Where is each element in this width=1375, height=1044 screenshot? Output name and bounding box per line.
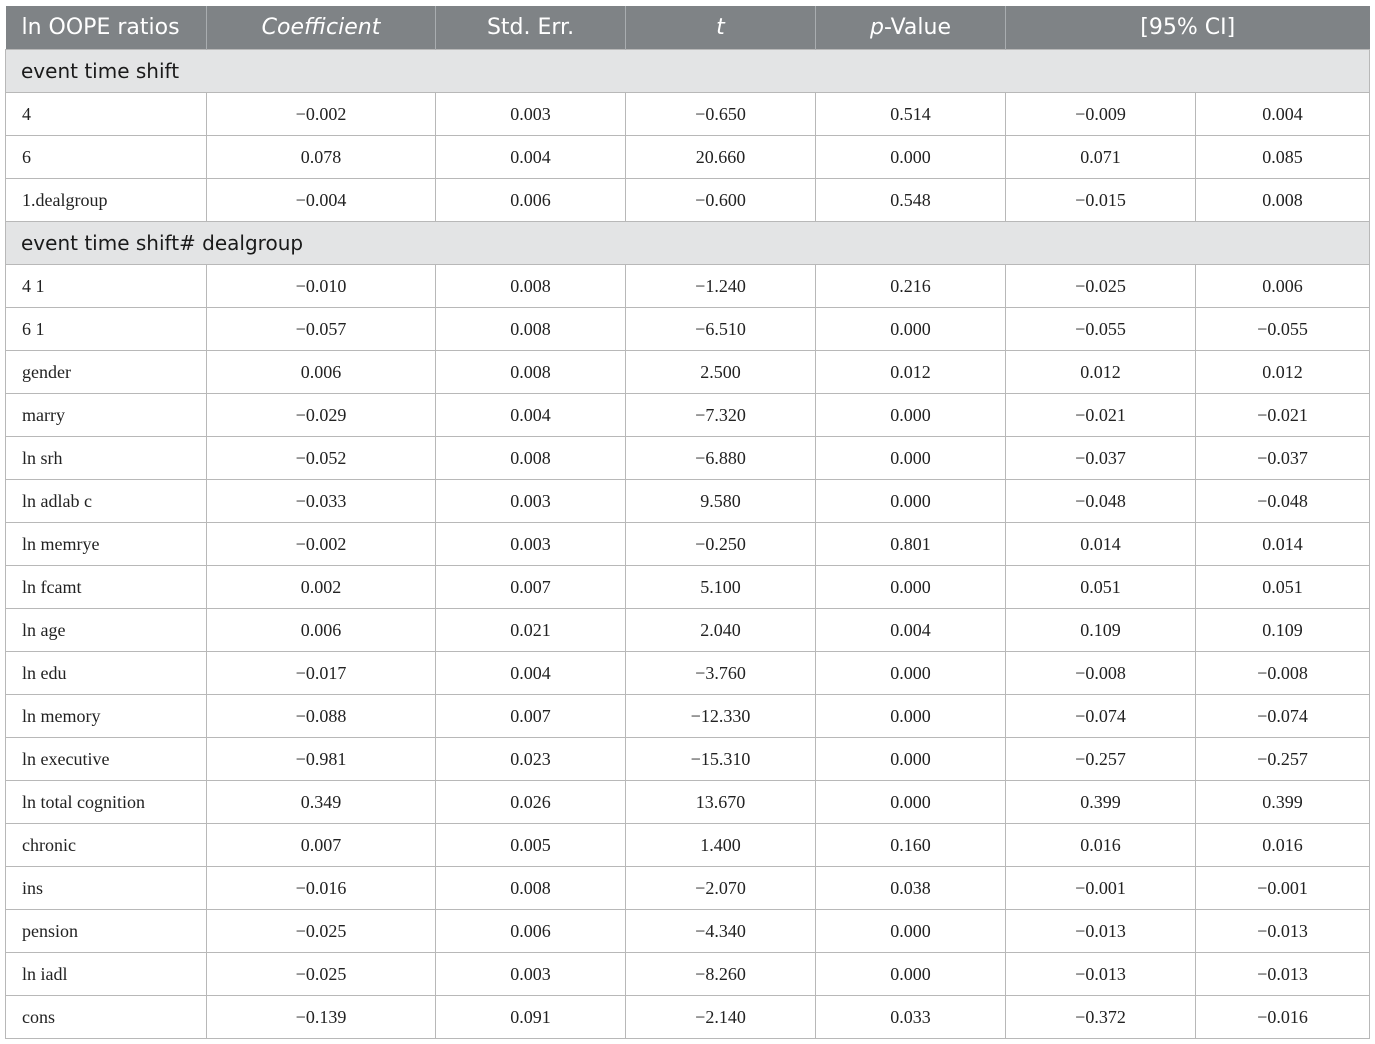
cell-p-value: 0.000 xyxy=(816,910,1006,953)
cell-variable: ln age xyxy=(6,609,207,652)
table-row xyxy=(6,996,1370,1039)
cell-ci-upper: −0.257 xyxy=(1196,738,1370,781)
cell-t-value: −4.340 xyxy=(626,910,816,953)
cell-ci-upper: 0.014 xyxy=(1196,523,1370,566)
cell-std-err: 0.003 xyxy=(436,523,626,566)
cell-ci-upper: 0.012 xyxy=(1196,351,1370,394)
table-row xyxy=(6,867,1370,910)
cell-p-value: 0.012 xyxy=(816,351,1006,394)
cell-ci-lower: 0.016 xyxy=(1006,824,1196,867)
cell-ci-upper: −0.001 xyxy=(1196,867,1370,910)
cell-ci-lower: −0.015 xyxy=(1006,179,1196,222)
cell-ci-upper: 0.006 xyxy=(1196,265,1370,308)
cell-t-value: −6.510 xyxy=(626,308,816,351)
table-row xyxy=(6,93,1370,136)
cell-t-value: −0.600 xyxy=(626,179,816,222)
cell-p-value: 0.038 xyxy=(816,867,1006,910)
table-row xyxy=(6,136,1370,179)
cell-coefficient: −0.033 xyxy=(207,480,436,523)
cell-t-value: 2.500 xyxy=(626,351,816,394)
section-title: event time shift xyxy=(6,50,1370,93)
cell-variable: ins xyxy=(6,867,207,910)
table-row xyxy=(6,953,1370,996)
cell-ci-lower: −0.037 xyxy=(1006,437,1196,480)
table-row xyxy=(6,480,1370,523)
table-row xyxy=(6,609,1370,652)
cell-ci-lower: −0.009 xyxy=(1006,93,1196,136)
cell-std-err: 0.008 xyxy=(436,867,626,910)
cell-coefficient: −0.002 xyxy=(207,523,436,566)
cell-p-value: 0.000 xyxy=(816,695,1006,738)
cell-variable: ln total cognition xyxy=(6,781,207,824)
cell-variable: marry xyxy=(6,394,207,437)
table-row xyxy=(6,566,1370,609)
cell-t-value: 2.040 xyxy=(626,609,816,652)
table-row xyxy=(6,265,1370,308)
cell-std-err: 0.023 xyxy=(436,738,626,781)
cell-p-value: 0.000 xyxy=(816,394,1006,437)
cell-t-value: −0.250 xyxy=(626,523,816,566)
cell-variable: 6 1 xyxy=(6,308,207,351)
cell-std-err: 0.005 xyxy=(436,824,626,867)
cell-ci-upper: −0.013 xyxy=(1196,910,1370,953)
cell-p-value: 0.548 xyxy=(816,179,1006,222)
cell-t-value: −2.070 xyxy=(626,867,816,910)
cell-p-value: 0.000 xyxy=(816,308,1006,351)
cell-t-value: 5.100 xyxy=(626,566,816,609)
cell-std-err: 0.008 xyxy=(436,437,626,480)
cell-variable: 4 1 xyxy=(6,265,207,308)
cell-p-value: 0.000 xyxy=(816,136,1006,179)
cell-t-value: 9.580 xyxy=(626,480,816,523)
cell-std-err: 0.006 xyxy=(436,910,626,953)
regression-table xyxy=(5,6,1370,1039)
header-p-value-rest: -Value xyxy=(883,15,952,40)
cell-t-value: 13.670 xyxy=(626,781,816,824)
cell-coefficient: −0.025 xyxy=(207,953,436,996)
cell-ci-upper: −0.016 xyxy=(1196,996,1370,1039)
cell-std-err: 0.003 xyxy=(436,953,626,996)
cell-std-err: 0.006 xyxy=(436,179,626,222)
cell-p-value: 0.216 xyxy=(816,265,1006,308)
cell-t-value: −12.330 xyxy=(626,695,816,738)
cell-coefficient: 0.349 xyxy=(207,781,436,824)
cell-ci-upper: −0.074 xyxy=(1196,695,1370,738)
cell-coefficient: −0.016 xyxy=(207,867,436,910)
cell-t-value: 20.660 xyxy=(626,136,816,179)
cell-variable: ln srh xyxy=(6,437,207,480)
cell-ci-lower: −0.001 xyxy=(1006,867,1196,910)
cell-p-value: 0.000 xyxy=(816,437,1006,480)
cell-ci-lower: −0.025 xyxy=(1006,265,1196,308)
cell-ci-lower: 0.012 xyxy=(1006,351,1196,394)
cell-variable: ln iadl xyxy=(6,953,207,996)
cell-variable: pension xyxy=(6,910,207,953)
cell-ci-lower: 0.014 xyxy=(1006,523,1196,566)
table-row xyxy=(6,738,1370,781)
cell-coefficient: 0.007 xyxy=(207,824,436,867)
cell-coefficient: 0.006 xyxy=(207,351,436,394)
cell-variable: ln adlab c xyxy=(6,480,207,523)
table-row xyxy=(6,652,1370,695)
table-row xyxy=(6,523,1370,566)
table-header xyxy=(6,6,1370,50)
cell-ci-lower: −0.257 xyxy=(1006,738,1196,781)
table-row xyxy=(6,351,1370,394)
cell-variable: ln memory xyxy=(6,695,207,738)
cell-p-value: 0.033 xyxy=(816,996,1006,1039)
cell-std-err: 0.026 xyxy=(436,781,626,824)
cell-coefficient: −0.029 xyxy=(207,394,436,437)
cell-ci-lower: −0.008 xyxy=(1006,652,1196,695)
header-coefficient xyxy=(207,6,436,50)
header-row xyxy=(6,6,1370,50)
cell-t-value: −7.320 xyxy=(626,394,816,437)
cell-ci-upper: 0.016 xyxy=(1196,824,1370,867)
cell-std-err: 0.003 xyxy=(436,480,626,523)
cell-t-value: −15.310 xyxy=(626,738,816,781)
table-row xyxy=(6,781,1370,824)
table-row xyxy=(6,394,1370,437)
table-row xyxy=(6,179,1370,222)
cell-coefficient: −0.057 xyxy=(207,308,436,351)
cell-variable: cons xyxy=(6,996,207,1039)
cell-std-err: 0.007 xyxy=(436,695,626,738)
cell-ci-lower: 0.109 xyxy=(1006,609,1196,652)
cell-coefficient: 0.078 xyxy=(207,136,436,179)
cell-t-value: −8.260 xyxy=(626,953,816,996)
cell-p-value: 0.160 xyxy=(816,824,1006,867)
table-row xyxy=(6,910,1370,953)
cell-ci-lower: −0.013 xyxy=(1006,953,1196,996)
section-header-event-time-shift xyxy=(6,50,1370,93)
cell-ci-lower: 0.071 xyxy=(1006,136,1196,179)
cell-variable: ln memrye xyxy=(6,523,207,566)
cell-std-err: 0.008 xyxy=(436,265,626,308)
cell-p-value: 0.000 xyxy=(816,953,1006,996)
cell-ci-lower: −0.021 xyxy=(1006,394,1196,437)
section-header-event-time-shift-dealgroup xyxy=(6,222,1370,265)
cell-std-err: 0.008 xyxy=(436,308,626,351)
cell-p-value: 0.801 xyxy=(816,523,1006,566)
cell-ci-upper: −0.008 xyxy=(1196,652,1370,695)
cell-variable: 6 xyxy=(6,136,207,179)
cell-p-value: 0.004 xyxy=(816,609,1006,652)
cell-p-value: 0.000 xyxy=(816,480,1006,523)
cell-variable: chronic xyxy=(6,824,207,867)
cell-p-value: 0.000 xyxy=(816,566,1006,609)
cell-variable: ln executive xyxy=(6,738,207,781)
cell-std-err: 0.007 xyxy=(436,566,626,609)
cell-t-value: −2.140 xyxy=(626,996,816,1039)
cell-ci-upper: 0.109 xyxy=(1196,609,1370,652)
table-row xyxy=(6,695,1370,738)
header-p-value xyxy=(816,6,1006,50)
cell-p-value: 0.000 xyxy=(816,652,1006,695)
header-t-label: t xyxy=(716,15,725,40)
section-title: event time shift# dealgroup xyxy=(6,222,1370,265)
regression-table-container xyxy=(5,6,1369,1039)
cell-ci-lower: −0.055 xyxy=(1006,308,1196,351)
cell-t-value: −6.880 xyxy=(626,437,816,480)
cell-std-err: 0.003 xyxy=(436,93,626,136)
cell-ci-upper: 0.399 xyxy=(1196,781,1370,824)
cell-ci-upper: −0.013 xyxy=(1196,953,1370,996)
cell-ci-upper: 0.008 xyxy=(1196,179,1370,222)
cell-coefficient: −0.088 xyxy=(207,695,436,738)
cell-ci-upper: −0.048 xyxy=(1196,480,1370,523)
cell-ci-lower: 0.051 xyxy=(1006,566,1196,609)
cell-ci-lower: −0.372 xyxy=(1006,996,1196,1039)
cell-ci-lower: −0.013 xyxy=(1006,910,1196,953)
cell-ci-lower: −0.074 xyxy=(1006,695,1196,738)
cell-t-value: 1.400 xyxy=(626,824,816,867)
cell-coefficient: −0.052 xyxy=(207,437,436,480)
cell-ci-upper: 0.085 xyxy=(1196,136,1370,179)
header-std-err: Std. Err. xyxy=(436,6,626,50)
cell-ci-upper: 0.051 xyxy=(1196,566,1370,609)
table-row xyxy=(6,308,1370,351)
cell-coefficient: −0.025 xyxy=(207,910,436,953)
cell-ci-upper: −0.021 xyxy=(1196,394,1370,437)
header-t xyxy=(626,6,816,50)
cell-variable: ln fcamt xyxy=(6,566,207,609)
header-p-letter: p xyxy=(869,15,884,40)
cell-ci-upper: −0.037 xyxy=(1196,437,1370,480)
cell-coefficient: 0.002 xyxy=(207,566,436,609)
table-row xyxy=(6,437,1370,480)
cell-std-err: 0.004 xyxy=(436,136,626,179)
cell-ci-lower: −0.048 xyxy=(1006,480,1196,523)
cell-coefficient: −0.139 xyxy=(207,996,436,1039)
cell-t-value: −3.760 xyxy=(626,652,816,695)
cell-variable: ln edu xyxy=(6,652,207,695)
cell-p-value: 0.000 xyxy=(816,781,1006,824)
cell-std-err: 0.004 xyxy=(436,394,626,437)
cell-coefficient: 0.006 xyxy=(207,609,436,652)
cell-coefficient: −0.004 xyxy=(207,179,436,222)
cell-std-err: 0.004 xyxy=(436,652,626,695)
cell-p-value: 0.000 xyxy=(816,738,1006,781)
cell-p-value: 0.514 xyxy=(816,93,1006,136)
header-ci: [95% CI] xyxy=(1006,6,1370,50)
cell-variable: 1.dealgroup xyxy=(6,179,207,222)
cell-coefficient: −0.981 xyxy=(207,738,436,781)
cell-variable: gender xyxy=(6,351,207,394)
header-variable: ln OOPE ratios xyxy=(6,6,207,50)
table-row xyxy=(6,824,1370,867)
cell-t-value: −0.650 xyxy=(626,93,816,136)
cell-coefficient: −0.002 xyxy=(207,93,436,136)
cell-coefficient: −0.010 xyxy=(207,265,436,308)
cell-ci-lower: 0.399 xyxy=(1006,781,1196,824)
cell-std-err: 0.008 xyxy=(436,351,626,394)
cell-ci-upper: −0.055 xyxy=(1196,308,1370,351)
table-body xyxy=(6,50,1370,1039)
cell-std-err: 0.091 xyxy=(436,996,626,1039)
cell-t-value: −1.240 xyxy=(626,265,816,308)
cell-std-err: 0.021 xyxy=(436,609,626,652)
cell-coefficient: −0.017 xyxy=(207,652,436,695)
cell-ci-upper: 0.004 xyxy=(1196,93,1370,136)
cell-variable: 4 xyxy=(6,93,207,136)
header-coefficient-label: Coefficient xyxy=(261,15,381,40)
